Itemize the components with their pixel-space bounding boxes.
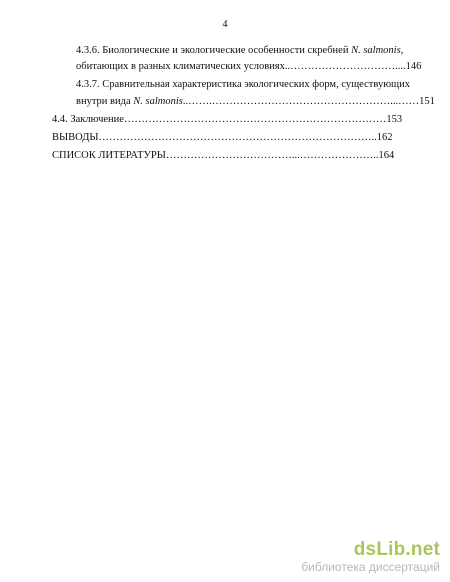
toc-entry-4-3-6-line2: обитающих в разных климатических условиях..…………………………....146 (76, 61, 422, 72)
toc-entry-4-3-6-title: 4.3.6. Биологические и экологические особенности скребней (76, 45, 352, 56)
toc-entry-4-3-6-line1 (76, 44, 403, 57)
toc-species-name: N. salmonis, (351, 45, 404, 56)
page-number: 4 (222, 19, 228, 30)
watermark-logo: dsLib.net (353, 539, 440, 560)
toc-entry-4-3-7-line1: 4.3.7. Сравнительная характеристика экологических форм, существующих (76, 79, 411, 90)
toc-entry-4-3-7-leader: ..…….……………………………………………...……151 (182, 96, 435, 107)
toc-species-name: N. salmonis (133, 96, 183, 107)
toc-entry-4-4: 4.4. Заключение…………………………………………………………………153 (52, 114, 403, 125)
toc-entry-4-3-7-line2 (76, 95, 435, 108)
watermark-subtitle: библиотека диссертаций (301, 560, 440, 574)
toc-entry-references: СПИСОК ЛИТЕРАТУРЫ………………………………...…………………..164 (52, 150, 395, 161)
toc-entry-4-3-7-prefix: внутри вида (76, 96, 134, 107)
watermark (240, 540, 440, 574)
toc-entry-conclusions: ВЫВОДЫ……………………………………………………………………..162 (52, 132, 393, 143)
